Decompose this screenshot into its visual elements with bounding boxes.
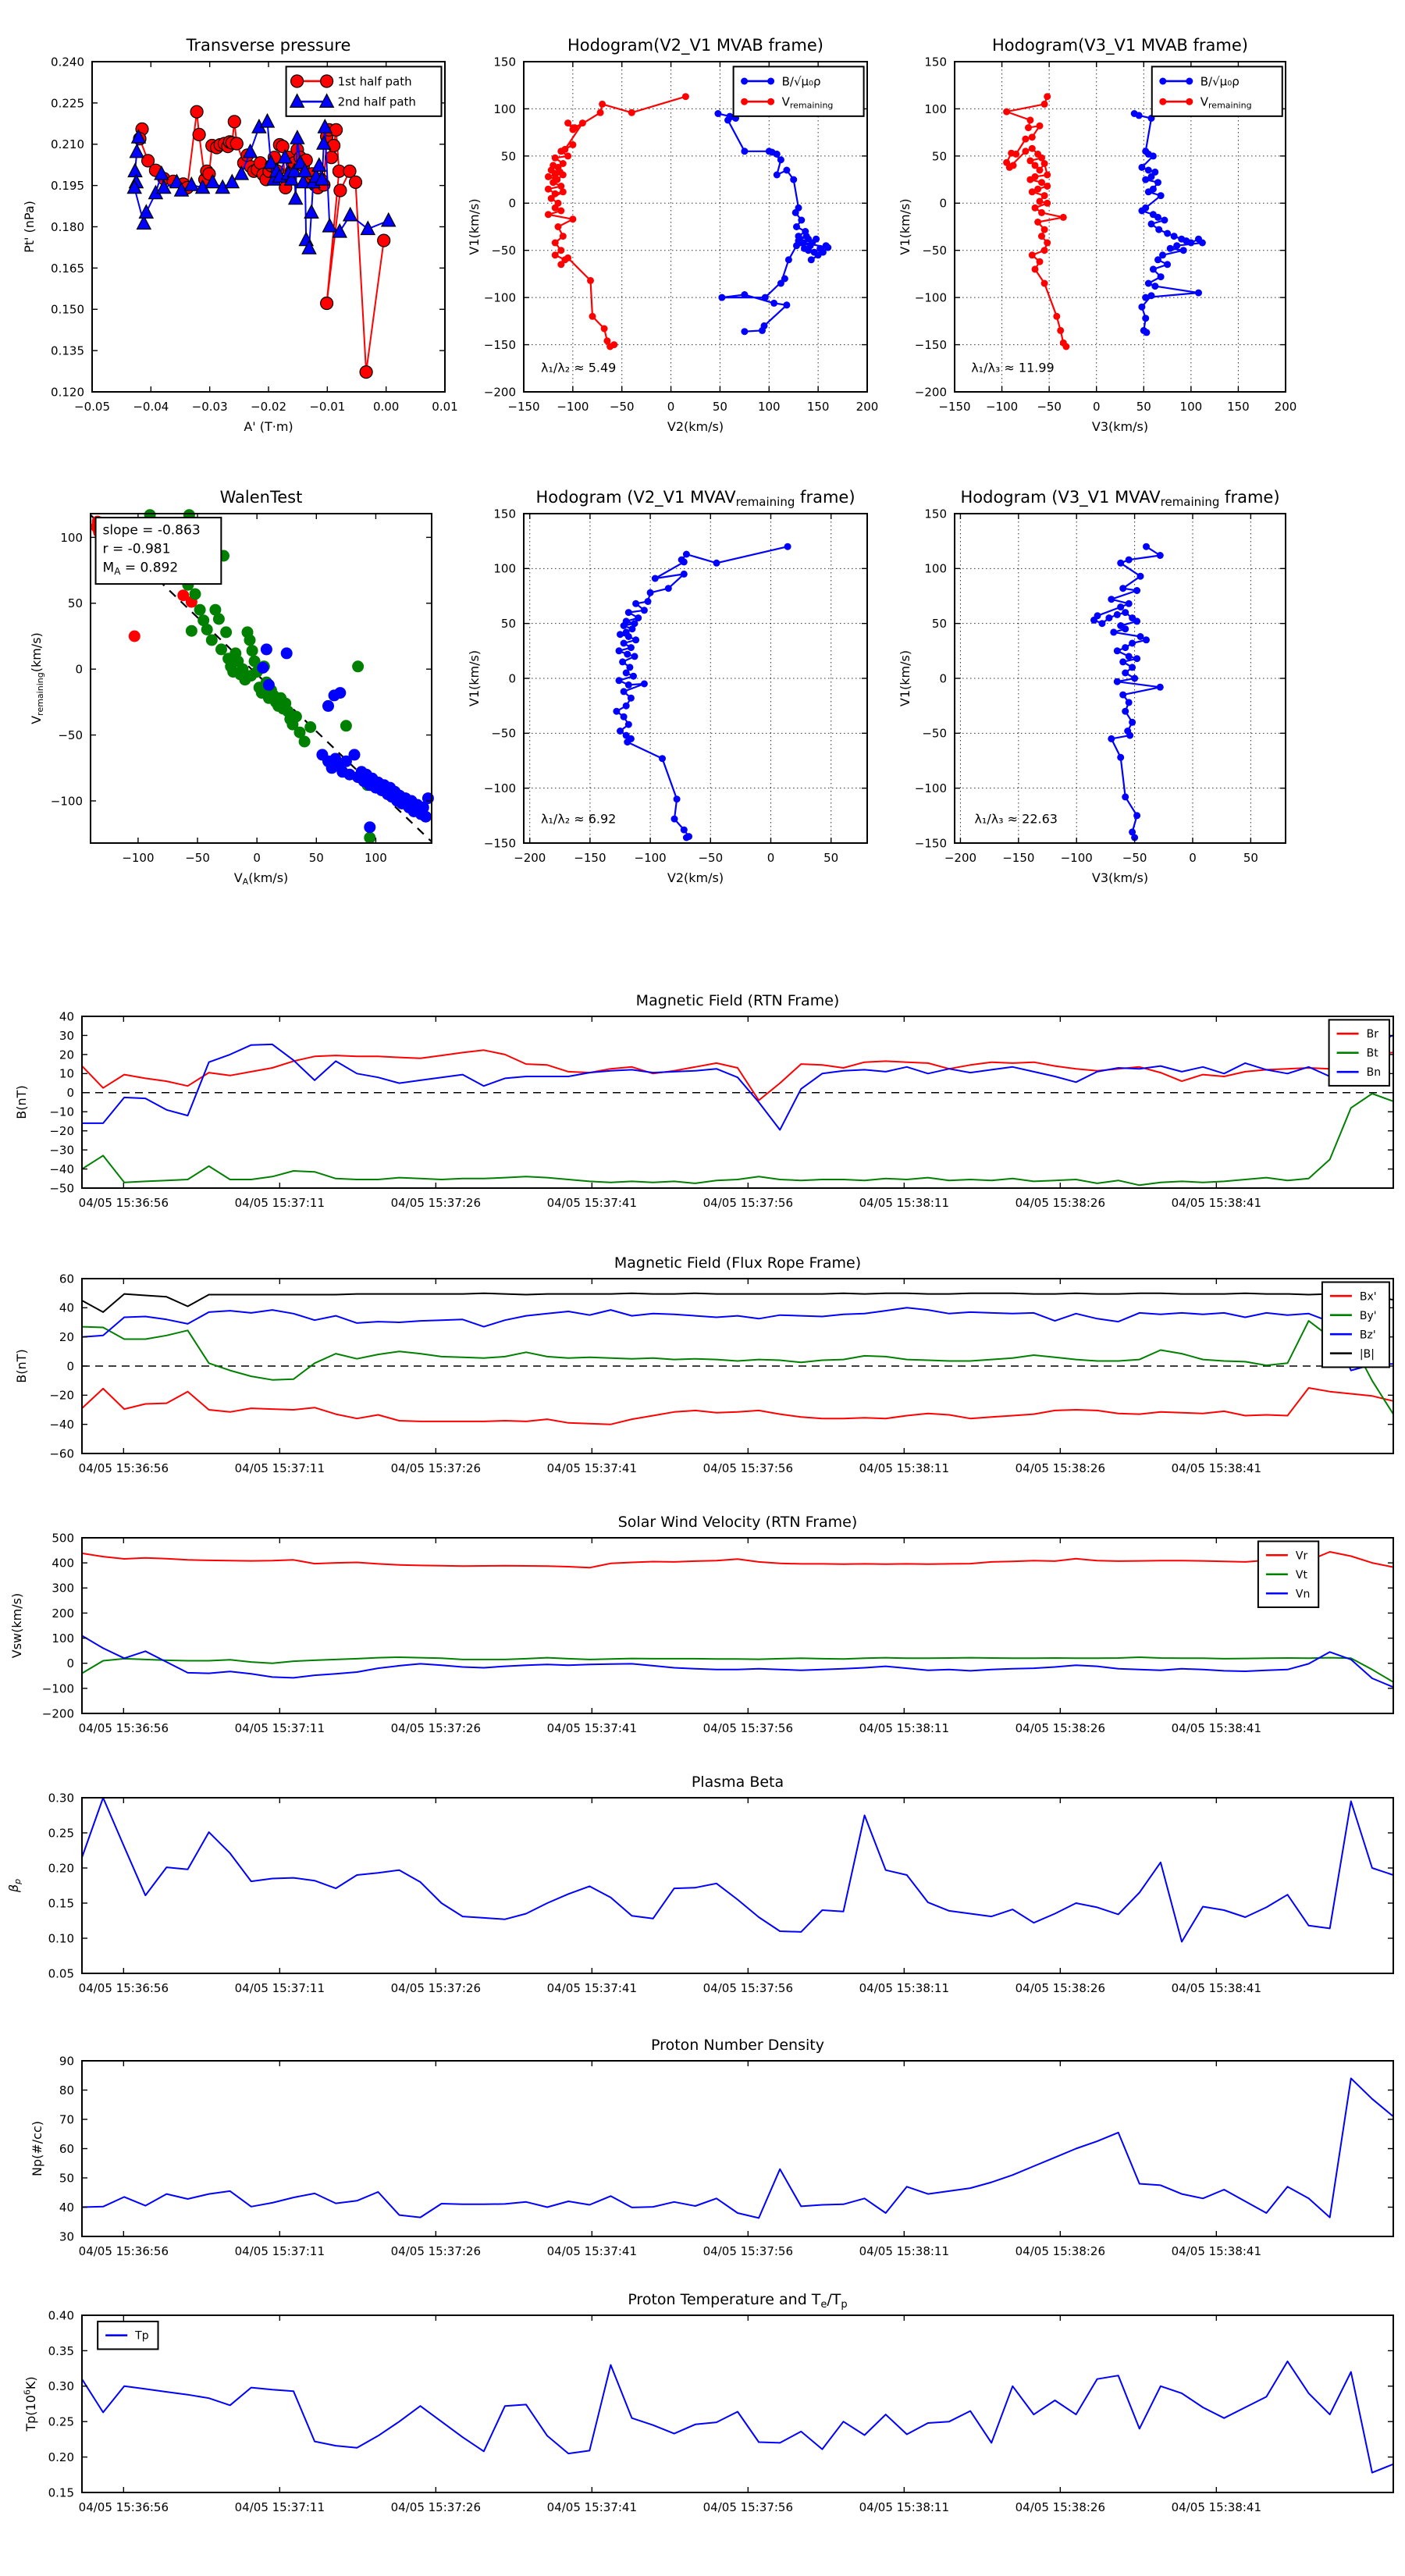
- svg-text:−100: −100: [634, 851, 667, 865]
- svg-text:−200: −200: [514, 851, 546, 865]
- svg-text:−30: −30: [49, 1143, 74, 1158]
- svg-text:0: 0: [1189, 851, 1197, 865]
- svg-text:−50: −50: [491, 726, 516, 741]
- svg-text:0.40: 0.40: [48, 2308, 74, 2323]
- svg-text:04/05 15:38:41: 04/05 15:38:41: [1171, 2500, 1262, 2514]
- svg-text:100: 100: [924, 101, 947, 116]
- svg-text:100: 100: [757, 400, 781, 414]
- mag_rtn-canvas: [14, 992, 1393, 1210]
- svg-text:V3(km/s): V3(km/s): [1091, 419, 1149, 434]
- svg-text:−100: −100: [985, 400, 1019, 414]
- svg-text:0.20: 0.20: [48, 2450, 74, 2464]
- svg-text:Magnetic Field (Flux Rope Fram: Magnetic Field (Flux Rope Frame): [614, 1254, 862, 1272]
- svg-text:50: 50: [308, 851, 324, 865]
- svg-text:0.165: 0.165: [51, 261, 84, 276]
- svg-text:0.30: 0.30: [48, 1791, 74, 1806]
- svg-text:1st half path: 1st half path: [337, 74, 412, 89]
- svg-text:04/05 15:37:56: 04/05 15:37:56: [702, 1721, 794, 1735]
- svg-text:0.10: 0.10: [48, 1931, 74, 1946]
- svg-text:−0.01: −0.01: [309, 400, 346, 414]
- svg-text:0.35: 0.35: [48, 2343, 74, 2358]
- svg-text:0.01: 0.01: [432, 400, 458, 414]
- svg-text:04/05 15:38:26: 04/05 15:38:26: [1015, 1196, 1106, 1210]
- svg-text:Solar Wind Velocity (RTN Frame: Solar Wind Velocity (RTN Frame): [617, 1514, 858, 1531]
- svg-text:βp: $\beta_p$: [6, 1878, 23, 1893]
- plot-magnetic-field-rtn: [14, 992, 1393, 1210]
- svg-text:−200: −200: [41, 1706, 74, 1721]
- svg-text:Vn: Vn: [1295, 1588, 1311, 1601]
- svg-text:λ₁/λ₂ ≈ 5.49: λ₁/λ₂ ≈ 5.49: [541, 360, 617, 375]
- svg-text:500: 500: [52, 1531, 74, 1546]
- proton_density-canvas: [30, 2037, 1393, 2258]
- hodogram_v2v1_mvav-canvas: [467, 488, 867, 885]
- svg-text:04/05 15:37:56: 04/05 15:37:56: [702, 2500, 794, 2514]
- svg-text:04/05 15:38:26: 04/05 15:38:26: [1015, 1461, 1106, 1475]
- svg-text:Vremaining: $V_{remaining}$: [781, 94, 834, 111]
- svg-text:0.180: 0.180: [51, 219, 84, 234]
- svg-text:50: 50: [1136, 400, 1151, 414]
- svg-text:Vremaining(km/s): $V_{remaining}(km/s)$: [29, 632, 46, 724]
- svg-text:−50: −50: [1037, 400, 1062, 414]
- svg-text:−0.03: −0.03: [191, 400, 228, 414]
- svg-text:0: 0: [508, 196, 516, 211]
- svg-text:−50: −50: [185, 851, 210, 865]
- svg-text:Bx': Bx': [1359, 1290, 1377, 1304]
- svg-text:04/05 15:38:26: 04/05 15:38:26: [1015, 1721, 1106, 1735]
- svg-text:0: 0: [75, 662, 83, 677]
- svg-text:−40: −40: [49, 1418, 74, 1432]
- svg-text:0: 0: [66, 1656, 74, 1671]
- svg-text:Pt' (nPa): Pt' (nPa): [22, 201, 37, 253]
- svg-text:60: 60: [59, 1272, 74, 1286]
- svg-text:04/05 15:37:56: 04/05 15:37:56: [702, 1981, 794, 1995]
- svg-text:04/05 15:37:26: 04/05 15:37:26: [390, 1981, 482, 1995]
- svg-text:04/05 15:37:56: 04/05 15:37:56: [702, 1461, 794, 1475]
- svg-text:WalenTest: WalenTest: [219, 488, 303, 507]
- svg-text:Vsw(km/s): Vsw(km/s): [9, 1592, 24, 1659]
- svg-text:04/05 15:37:26: 04/05 15:37:26: [390, 1721, 482, 1735]
- walen_test-canvas: [29, 488, 432, 888]
- svg-text:04/05 15:38:11: 04/05 15:38:11: [859, 1196, 950, 1210]
- svg-text:04/05 15:37:26: 04/05 15:37:26: [390, 2500, 482, 2514]
- svg-text:Bt: Bt: [1366, 1047, 1378, 1060]
- svg-text:04/05 15:38:11: 04/05 15:38:11: [859, 1461, 950, 1475]
- plot-hodogram-v3v1-mvab: [898, 36, 1297, 434]
- svg-text:04/05 15:38:11: 04/05 15:38:11: [859, 1721, 950, 1735]
- svg-text:80: 80: [59, 2083, 74, 2097]
- svg-text:40: 40: [59, 2200, 74, 2215]
- svg-text:B/√μ₀ρ: B/√μ₀ρ: [781, 74, 821, 89]
- svg-text:−100: −100: [557, 400, 589, 414]
- svg-text:−200: −200: [944, 851, 977, 865]
- svg-text:04/05 15:37:11: 04/05 15:37:11: [234, 2244, 325, 2258]
- svg-text:V1(km/s): V1(km/s): [898, 198, 912, 255]
- svg-text:100: 100: [52, 1631, 74, 1646]
- svg-text:100: 100: [493, 561, 516, 576]
- svg-text:−200: −200: [914, 385, 947, 400]
- svg-text:04/05 15:37:41: 04/05 15:37:41: [546, 1981, 638, 1995]
- svg-text:0.25: 0.25: [48, 1826, 74, 1841]
- svg-text:Tp(106K): $Tp(10^6K)$: [22, 2376, 38, 2432]
- svg-text:Bn: Bn: [1366, 1066, 1382, 1080]
- svg-text:50: 50: [823, 851, 839, 865]
- svg-text:30: 30: [59, 2229, 74, 2244]
- svg-text:−50: −50: [491, 244, 516, 258]
- svg-text:04/05 15:37:26: 04/05 15:37:26: [390, 2244, 482, 2258]
- svg-text:150: 150: [806, 400, 830, 414]
- svg-text:λ₁/λ₂ ≈ 6.92: λ₁/λ₂ ≈ 6.92: [541, 811, 617, 827]
- svg-text:150: 150: [493, 507, 516, 521]
- svg-text:04/05 15:38:41: 04/05 15:38:41: [1171, 1196, 1262, 1210]
- svg-text:Np(#/cc): Np(#/cc): [30, 2121, 44, 2176]
- plot-hodogram-v2v1-mvab: [467, 36, 879, 434]
- svg-text:04/05 15:36:56: 04/05 15:36:56: [78, 2500, 169, 2514]
- svg-text:V1(km/s): V1(km/s): [898, 649, 912, 707]
- svg-text:40: 40: [59, 1300, 74, 1315]
- svg-text:0.150: 0.150: [51, 302, 84, 317]
- svg-text:04/05 15:37:56: 04/05 15:37:56: [702, 2244, 794, 2258]
- svg-text:60: 60: [59, 2141, 74, 2156]
- svg-text:B(nT): B(nT): [14, 1085, 29, 1119]
- svg-text:0.195: 0.195: [51, 179, 84, 194]
- svg-text:−150: −150: [483, 836, 516, 851]
- plot-transverse-pressure: [22, 36, 458, 434]
- svg-text:−50: −50: [58, 728, 83, 742]
- svg-text:−150: −150: [1002, 851, 1035, 865]
- svg-text:Proton Temperature and Te/Tp: Proton Temperature and $T_e/T_p$: [628, 2291, 848, 2311]
- svg-text:04/05 15:36:56: 04/05 15:36:56: [78, 1196, 169, 1210]
- svg-text:Proton Number Density: Proton Number Density: [651, 2037, 824, 2054]
- svg-text:−50: −50: [698, 851, 724, 865]
- svg-text:−20: −20: [49, 1388, 74, 1403]
- svg-text:04/05 15:36:56: 04/05 15:36:56: [78, 1981, 169, 1995]
- svg-text:−150: −150: [914, 337, 947, 352]
- svg-text:0.30: 0.30: [48, 2379, 74, 2394]
- svg-text:200: 200: [1274, 400, 1297, 414]
- svg-text:Hodogram (V2_V1 MVAVremaining: Hodogram (V2_V1 $MVAV_{remaining}$ frame): [535, 488, 855, 510]
- svg-text:04/05 15:37:56: 04/05 15:37:56: [702, 1196, 794, 1210]
- svg-text:V1(km/s): V1(km/s): [467, 198, 482, 255]
- svg-text:0.25: 0.25: [48, 2414, 74, 2429]
- svg-text:150: 150: [493, 55, 516, 69]
- plot-magnetic-field-flux-rope: [14, 1254, 1393, 1475]
- svg-text:04/05 15:36:56: 04/05 15:36:56: [78, 2244, 169, 2258]
- hodogram_v3v1_mvab-canvas: [898, 36, 1297, 434]
- svg-text:20: 20: [59, 1048, 74, 1062]
- svg-text:V2(km/s): V2(km/s): [667, 870, 724, 885]
- svg-text:50: 50: [500, 617, 516, 632]
- svg-text:100: 100: [924, 561, 947, 576]
- svg-text:04/05 15:37:11: 04/05 15:37:11: [234, 1196, 325, 1210]
- svg-text:Plasma Beta: Plasma Beta: [691, 1774, 784, 1791]
- svg-text:slope = -0.863: slope = -0.863: [102, 522, 201, 539]
- proton_temp-canvas: [22, 2291, 1393, 2514]
- plot-walen-test: [29, 488, 432, 888]
- svg-text:0: 0: [253, 851, 261, 865]
- plot-proton-number-density: [30, 2037, 1393, 2258]
- svg-text:30: 30: [59, 1028, 74, 1043]
- svg-text:150: 150: [924, 507, 947, 521]
- svg-text:λ₁/λ₃ ≈ 11.99: λ₁/λ₃ ≈ 11.99: [971, 360, 1055, 375]
- svg-text:100: 100: [493, 101, 516, 116]
- svg-text:−0.05: −0.05: [74, 400, 110, 414]
- svg-text:04/05 15:36:56: 04/05 15:36:56: [78, 1721, 169, 1735]
- plot-solar-wind-velocity: [9, 1514, 1393, 1735]
- svg-text:0: 0: [939, 196, 947, 211]
- svg-text:−100: −100: [483, 290, 516, 305]
- svg-text:0.15: 0.15: [48, 2485, 74, 2500]
- svg-text:Vt: Vt: [1295, 1568, 1307, 1582]
- svg-text:100: 100: [1179, 400, 1203, 414]
- svg-text:r = -0.981: r = -0.981: [102, 541, 171, 557]
- svg-text:50: 50: [712, 400, 727, 414]
- svg-text:−200: −200: [483, 385, 516, 400]
- svg-text:0: 0: [66, 1086, 74, 1101]
- svg-text:λ₁/λ₃ ≈ 22.63: λ₁/λ₃ ≈ 22.63: [974, 811, 1058, 827]
- hodogram_v3v1_mvav-canvas: [898, 488, 1286, 885]
- svg-text:04/05 15:37:11: 04/05 15:37:11: [234, 2500, 325, 2514]
- svg-text:0.225: 0.225: [51, 96, 84, 111]
- svg-text:V3(km/s): V3(km/s): [1091, 870, 1149, 885]
- svg-text:300: 300: [52, 1581, 74, 1596]
- svg-text:Hodogram(V3_V1 MVAB frame): Hodogram(V3_V1 MVAB frame): [992, 36, 1248, 55]
- svg-text:−100: −100: [1060, 851, 1093, 865]
- svg-text:50: 50: [1243, 851, 1258, 865]
- plot-plasma-beta: [6, 1774, 1393, 1995]
- svg-text:04/05 15:37:26: 04/05 15:37:26: [390, 1196, 482, 1210]
- svg-text:0.135: 0.135: [51, 343, 84, 358]
- svg-text:0: 0: [939, 671, 947, 686]
- svg-text:04/05 15:37:11: 04/05 15:37:11: [234, 1721, 325, 1735]
- svg-text:−0.02: −0.02: [251, 400, 286, 414]
- svg-text:200: 200: [52, 1606, 74, 1621]
- hodogram_v2v1_mvab-canvas: [467, 36, 879, 434]
- svg-text:−100: −100: [914, 781, 947, 796]
- svg-text:200: 200: [855, 400, 879, 414]
- svg-text:−50: −50: [49, 1181, 74, 1196]
- svg-text:−100: −100: [914, 290, 947, 305]
- svg-text:Hodogram(V2_V1 MVAB frame): Hodogram(V2_V1 MVAB frame): [567, 36, 823, 55]
- svg-text:100: 100: [365, 851, 387, 865]
- svg-text:04/05 15:38:41: 04/05 15:38:41: [1171, 1721, 1262, 1735]
- svg-text:04/05 15:38:11: 04/05 15:38:11: [859, 2500, 950, 2514]
- svg-text:0: 0: [1092, 400, 1101, 414]
- svg-text:150: 150: [924, 55, 947, 69]
- svg-text:50: 50: [931, 149, 947, 164]
- svg-text:04/05 15:38:41: 04/05 15:38:41: [1171, 1981, 1262, 1995]
- svg-text:V2(km/s): V2(km/s): [667, 419, 724, 434]
- svg-text:−20: −20: [49, 1124, 74, 1139]
- svg-text:−100: −100: [122, 851, 155, 865]
- svg-text:Hodogram (V3_V1 MVAVremaining: Hodogram (V3_V1 $MVAV_{remaining}$ frame): [960, 488, 1280, 510]
- svg-text:0.240: 0.240: [51, 55, 84, 69]
- svg-text:0: 0: [667, 400, 675, 414]
- svg-text:04/05 15:37:41: 04/05 15:37:41: [546, 1196, 638, 1210]
- plot-hodogram-v3v1-mvav: [898, 488, 1286, 885]
- svg-text:−50: −50: [1122, 851, 1147, 865]
- svg-text:A' (T·m): A' (T·m): [244, 419, 293, 434]
- svg-text:0.05: 0.05: [48, 1966, 74, 1981]
- svg-text:−150: −150: [483, 337, 516, 352]
- svg-text:Vr: Vr: [1295, 1550, 1308, 1563]
- svg-text:04/05 15:37:11: 04/05 15:37:11: [234, 1461, 325, 1475]
- svg-text:−150: −150: [914, 836, 947, 851]
- svg-text:04/05 15:38:26: 04/05 15:38:26: [1015, 2244, 1106, 2258]
- svg-text:150: 150: [1227, 400, 1250, 414]
- svg-text:−100: −100: [483, 781, 516, 796]
- svg-text:04/05 15:37:11: 04/05 15:37:11: [234, 1981, 325, 1995]
- svg-text:B(nT): B(nT): [14, 1349, 29, 1383]
- svg-text:0.00: 0.00: [372, 400, 400, 414]
- svg-text:04/05 15:38:41: 04/05 15:38:41: [1171, 1461, 1262, 1475]
- svg-text:Bz': Bz': [1359, 1329, 1376, 1342]
- svg-text:−50: −50: [922, 726, 947, 741]
- svg-text:0: 0: [66, 1359, 74, 1374]
- svg-text:50: 50: [500, 149, 516, 164]
- svg-text:04/05 15:37:26: 04/05 15:37:26: [390, 1461, 482, 1475]
- svg-text:−10: −10: [49, 1105, 74, 1119]
- plot-proton-temperature: [22, 2291, 1393, 2514]
- svg-text:04/05 15:37:41: 04/05 15:37:41: [546, 1721, 638, 1735]
- svg-text:04/05 15:38:11: 04/05 15:38:11: [859, 1981, 950, 1995]
- svg-text:VA(km/s): $V_A(km/s)$: [233, 870, 289, 888]
- svg-text:90: 90: [59, 2054, 74, 2069]
- svg-text:10: 10: [59, 1066, 74, 1081]
- svg-text:0.15: 0.15: [48, 1896, 74, 1911]
- svg-text:−0.04: −0.04: [133, 400, 169, 414]
- svg-text:2nd half path: 2nd half path: [337, 94, 416, 109]
- svg-text:−50: −50: [922, 244, 947, 258]
- svg-text:−150: −150: [574, 851, 606, 865]
- svg-text:50: 50: [67, 596, 83, 611]
- svg-text:Tp: Tp: [135, 2329, 149, 2343]
- svg-text:04/05 15:38:26: 04/05 15:38:26: [1015, 2500, 1106, 2514]
- svg-text:04/05 15:38:11: 04/05 15:38:11: [859, 2244, 950, 2258]
- svg-text:0.20: 0.20: [48, 1861, 74, 1876]
- svg-text:04/05 15:37:41: 04/05 15:37:41: [546, 1461, 638, 1475]
- svg-text:100: 100: [60, 530, 83, 545]
- svg-text:50: 50: [59, 2171, 74, 2186]
- svg-text:70: 70: [59, 2112, 74, 2127]
- svg-text:50: 50: [931, 617, 947, 632]
- svg-text:−100: −100: [41, 1681, 74, 1696]
- mag_frf-canvas: [14, 1254, 1393, 1475]
- svg-text:Magnetic Field (RTN Frame): Magnetic Field (RTN Frame): [635, 992, 840, 1009]
- transverse_pressure-canvas: [22, 36, 458, 434]
- svg-text:Br: Br: [1366, 1028, 1378, 1041]
- svg-text:−100: −100: [50, 794, 83, 809]
- svg-text:B/√μ₀ρ: B/√μ₀ρ: [1200, 74, 1240, 89]
- svg-text:04/05 15:38:26: 04/05 15:38:26: [1015, 1981, 1106, 1995]
- svg-text:0.210: 0.210: [51, 137, 84, 152]
- svg-text:04/05 15:37:41: 04/05 15:37:41: [546, 2244, 638, 2258]
- svg-text:|B|: |B|: [1359, 1347, 1375, 1361]
- plot-hodogram-v2v1-mvav: [467, 488, 867, 885]
- svg-text:V1(km/s): V1(km/s): [467, 649, 482, 707]
- vsw_rtn-canvas: [9, 1514, 1393, 1735]
- svg-text:−150: −150: [938, 400, 971, 414]
- svg-text:−40: −40: [49, 1162, 74, 1176]
- svg-text:04/05 15:38:41: 04/05 15:38:41: [1171, 2244, 1262, 2258]
- svg-text:400: 400: [52, 1556, 74, 1571]
- svg-text:0: 0: [508, 671, 516, 686]
- svg-text:0: 0: [767, 851, 775, 865]
- svg-text:By': By': [1359, 1309, 1377, 1322]
- svg-text:40: 40: [59, 1009, 74, 1024]
- svg-text:04/05 15:36:56: 04/05 15:36:56: [78, 1461, 169, 1475]
- svg-text:−50: −50: [609, 400, 635, 414]
- svg-text:0.120: 0.120: [51, 385, 84, 400]
- svg-text:Transverse pressure: Transverse pressure: [186, 36, 351, 55]
- svg-text:20: 20: [59, 1330, 74, 1345]
- svg-text:MA = 0.892: $M_A = 0.892$: [102, 560, 179, 578]
- svg-text:04/05 15:37:41: 04/05 15:37:41: [546, 2500, 638, 2514]
- svg-text:−60: −60: [49, 1446, 74, 1461]
- svg-text:Vremaining: $V_{remaining}$: [1200, 94, 1252, 111]
- svg-text:−150: −150: [507, 400, 540, 414]
